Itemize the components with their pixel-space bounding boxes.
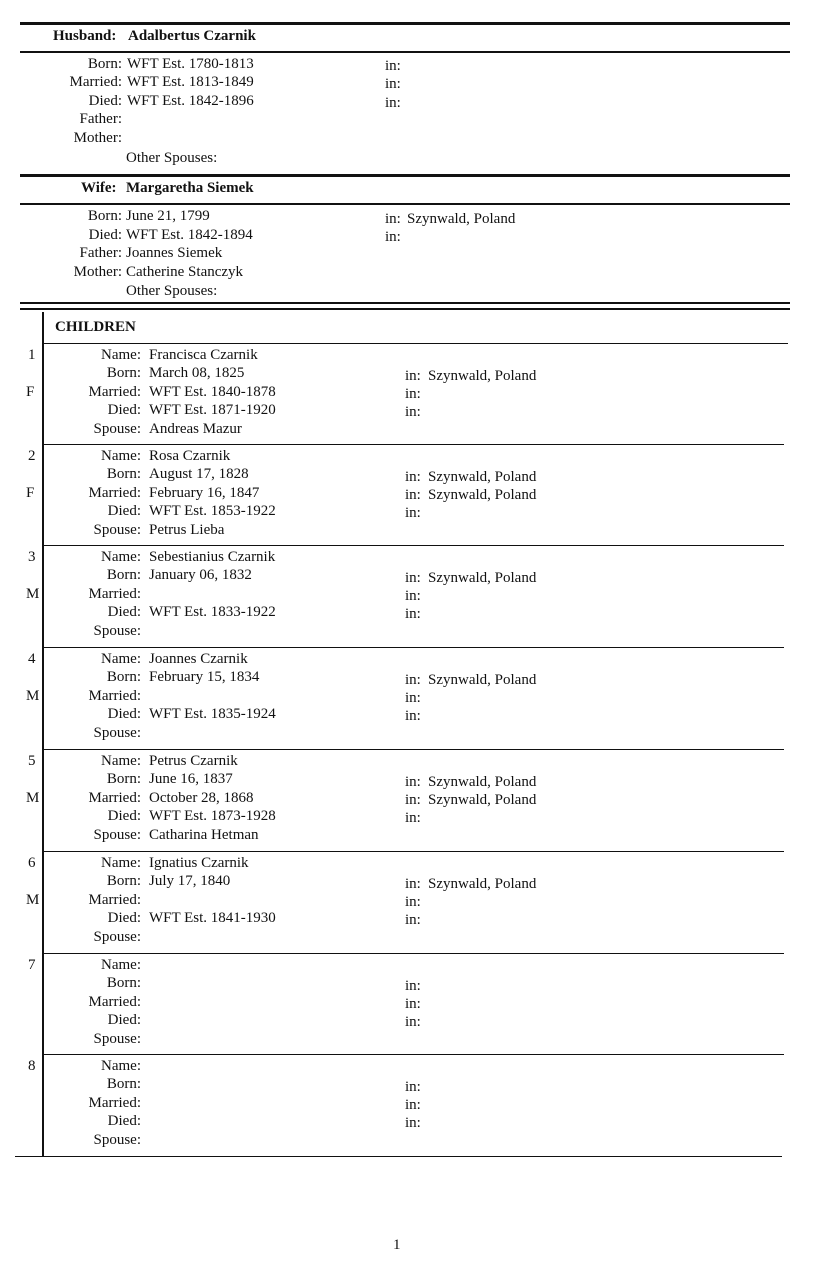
- children-top-rule-2: [20, 308, 790, 310]
- husband-born-value: WFT Est. 1780-1813: [127, 56, 254, 72]
- child-died-label: Died:: [107, 402, 141, 418]
- wife-father-label: Father:: [79, 245, 122, 261]
- husband-died-label: Died:: [88, 93, 122, 109]
- child-died-label: Died:: [107, 1113, 141, 1129]
- child-sex: F: [26, 384, 35, 400]
- child-born-label: Born:: [106, 873, 141, 889]
- child-name-value: Joannes Czarnik: [149, 651, 248, 667]
- child-born-in-label: in:: [405, 978, 421, 994]
- child-died-label: Died:: [107, 706, 141, 722]
- child-spouse-label: Spouse:: [93, 1031, 141, 1047]
- child-number: 3: [28, 549, 36, 565]
- child-number: 1: [28, 347, 36, 363]
- husband-married-in-label: in:: [385, 76, 401, 92]
- wife-died-label: Died:: [88, 227, 122, 243]
- child-name-value: Petrus Czarnik: [149, 753, 238, 769]
- children-column-divider: [42, 312, 44, 1156]
- wife-top-rule: [20, 174, 790, 177]
- child-separator-rule: [42, 647, 784, 648]
- child-born-value: July 17, 1840: [149, 873, 231, 889]
- child-born-in-label: in:: [405, 469, 421, 485]
- child-married-label: Married:: [88, 790, 141, 806]
- child-separator-rule: [42, 953, 784, 954]
- child-spouse-label: Spouse:: [93, 522, 141, 538]
- wife-born-place: Szynwald, Poland: [407, 211, 516, 227]
- wife-mother-label: Mother:: [73, 264, 122, 280]
- child-born-in-label: in:: [405, 570, 421, 586]
- child-born-value: August 17, 1828: [149, 466, 249, 482]
- child-name-label: Name:: [101, 1058, 141, 1074]
- wife-bottom-rule: [20, 203, 790, 205]
- children-top-rule: [20, 302, 790, 304]
- child-number: 4: [28, 651, 36, 667]
- child-separator-rule: [42, 749, 784, 750]
- child-married-place: Szynwald, Poland: [428, 792, 537, 808]
- child-married-label: Married:: [88, 485, 141, 501]
- child-separator-rule: [42, 1054, 784, 1055]
- child-born-value: June 16, 1837: [149, 771, 233, 787]
- child-name-value: Sebestianius Czarnik: [149, 549, 276, 565]
- child-died-in-label: in:: [405, 912, 421, 928]
- child-died-in-label: in:: [405, 606, 421, 622]
- child-died-label: Died:: [107, 808, 141, 824]
- child-spouse-value: Petrus Lieba: [149, 522, 225, 538]
- child-separator-rule: [42, 545, 784, 546]
- child-spouse-value: Andreas Mazur: [149, 421, 242, 437]
- child-born-in-label: in:: [405, 672, 421, 688]
- child-died-in-label: in:: [405, 708, 421, 724]
- child-died-in-label: in:: [405, 404, 421, 420]
- child-married-in-label: in:: [405, 690, 421, 706]
- child-sex: F: [26, 485, 35, 501]
- child-name-label: Name:: [101, 855, 141, 871]
- child-name-value: Ignatius Czarnik: [149, 855, 249, 871]
- child-married-in-label: in:: [405, 386, 421, 402]
- children-bottom-rule: [15, 1156, 782, 1157]
- child-married-label: Married:: [88, 586, 141, 602]
- child-spouse-value: Catharina Hetman: [149, 827, 259, 843]
- husband-mother-label: Mother:: [73, 130, 122, 146]
- child-spouse-label: Spouse:: [93, 929, 141, 945]
- child-number: 2: [28, 448, 36, 464]
- child-spouse-label: Spouse:: [93, 623, 141, 639]
- child-number: 5: [28, 753, 36, 769]
- child-married-in-label: in:: [405, 588, 421, 604]
- child-born-in-label: in:: [405, 1079, 421, 1095]
- child-name-label: Name:: [101, 347, 141, 363]
- child-separator-rule: [42, 851, 784, 852]
- husband-born-label: Born:: [87, 56, 122, 72]
- child-married-place: Szynwald, Poland: [428, 487, 537, 503]
- child-married-label: Married:: [88, 892, 141, 908]
- child-born-place: Szynwald, Poland: [428, 570, 537, 586]
- wife-mother-value: Catherine Stanczyk: [126, 264, 244, 280]
- wife-born-value: June 21, 1799: [126, 208, 210, 224]
- children-heading-rule: [42, 343, 788, 344]
- wife-father-value: Joannes Siemek: [126, 245, 223, 261]
- child-spouse-label: Spouse:: [93, 827, 141, 843]
- child-died-value: WFT Est. 1841-1930: [149, 910, 276, 926]
- child-separator-rule: [42, 444, 784, 445]
- child-born-value: January 06, 1832: [149, 567, 252, 583]
- child-died-value: WFT Est. 1853-1922: [149, 503, 276, 519]
- husband-died-value: WFT Est. 1842-1896: [127, 93, 254, 109]
- child-died-in-label: in:: [405, 1115, 421, 1131]
- child-sex: M: [26, 790, 40, 806]
- child-born-label: Born:: [106, 771, 141, 787]
- child-married-label: Married:: [88, 1095, 141, 1111]
- child-born-label: Born:: [106, 365, 141, 381]
- child-number: 6: [28, 855, 36, 871]
- child-married-value: WFT Est. 1840-1878: [149, 384, 276, 400]
- husband-other-spouses-label: Other Spouses:: [126, 150, 218, 166]
- child-spouse-label: Spouse:: [93, 421, 141, 437]
- child-died-value: WFT Est. 1871-1920: [149, 402, 276, 418]
- child-married-label: Married:: [88, 994, 141, 1010]
- child-sex: M: [26, 892, 40, 908]
- husband-married-value: WFT Est. 1813-1849: [127, 74, 254, 90]
- child-sex: M: [26, 688, 40, 704]
- wife-died-value: WFT Est. 1842-1894: [126, 227, 253, 243]
- child-married-value: October 28, 1868: [149, 790, 254, 806]
- child-born-in-label: in:: [405, 368, 421, 384]
- child-born-label: Born:: [106, 567, 141, 583]
- wife-other-spouses-label: Other Spouses:: [126, 283, 218, 299]
- child-died-value: WFT Est. 1835-1924: [149, 706, 276, 722]
- child-born-place: Szynwald, Poland: [428, 876, 537, 892]
- children-heading: CHILDREN: [55, 319, 136, 335]
- husband-married-label: Married:: [69, 74, 122, 90]
- child-name-label: Name:: [101, 448, 141, 464]
- child-name-label: Name:: [101, 753, 141, 769]
- child-number: 7: [28, 957, 36, 973]
- child-born-place: Szynwald, Poland: [428, 774, 537, 790]
- husband-heading-label: Husband:: [53, 28, 117, 44]
- child-died-value: WFT Est. 1833-1922: [149, 604, 276, 620]
- child-born-value: February 15, 1834: [149, 669, 260, 685]
- child-born-label: Born:: [106, 975, 141, 991]
- child-married-in-label: in:: [405, 894, 421, 910]
- child-died-in-label: in:: [405, 505, 421, 521]
- child-married-label: Married:: [88, 384, 141, 400]
- wife-born-in-label: in:: [385, 211, 401, 227]
- child-name-label: Name:: [101, 549, 141, 565]
- child-born-place: Szynwald, Poland: [428, 368, 537, 384]
- husband-born-in-label: in:: [385, 58, 401, 74]
- child-name-value: Francisca Czarnik: [149, 347, 258, 363]
- wife-heading-label: Wife:: [81, 180, 117, 196]
- child-died-label: Died:: [107, 1012, 141, 1028]
- child-married-in-label: in:: [405, 996, 421, 1012]
- child-sex: M: [26, 586, 40, 602]
- child-born-place: Szynwald, Poland: [428, 672, 537, 688]
- child-died-label: Died:: [107, 910, 141, 926]
- child-died-label: Died:: [107, 604, 141, 620]
- child-born-label: Born:: [106, 466, 141, 482]
- child-spouse-label: Spouse:: [93, 1132, 141, 1148]
- child-died-value: WFT Est. 1873-1928: [149, 808, 276, 824]
- child-born-label: Born:: [106, 1076, 141, 1092]
- husband-top-rule: [20, 22, 790, 25]
- wife-name: Margaretha Siemek: [126, 180, 254, 196]
- child-died-in-label: in:: [405, 810, 421, 826]
- husband-name: Adalbertus Czarnik: [128, 28, 256, 44]
- child-born-value: March 08, 1825: [149, 365, 245, 381]
- husband-bottom-rule: [20, 51, 790, 53]
- wife-died-in-label: in:: [385, 229, 401, 245]
- page-number: 1: [393, 1237, 401, 1253]
- child-married-value: February 16, 1847: [149, 485, 260, 501]
- husband-father-label: Father:: [79, 111, 122, 127]
- child-married-in-label: in:: [405, 1097, 421, 1113]
- husband-died-in-label: in:: [385, 95, 401, 111]
- child-married-in-label: in:: [405, 792, 421, 808]
- child-born-label: Born:: [106, 669, 141, 685]
- child-born-in-label: in:: [405, 876, 421, 892]
- child-married-label: Married:: [88, 688, 141, 704]
- child-number: 8: [28, 1058, 36, 1074]
- child-born-place: Szynwald, Poland: [428, 469, 537, 485]
- child-name-label: Name:: [101, 651, 141, 667]
- child-died-label: Died:: [107, 503, 141, 519]
- wife-born-label: Born:: [87, 208, 122, 224]
- child-name-label: Name:: [101, 957, 141, 973]
- child-died-in-label: in:: [405, 1014, 421, 1030]
- child-name-value: Rosa Czarnik: [149, 448, 231, 464]
- child-born-in-label: in:: [405, 774, 421, 790]
- child-married-in-label: in:: [405, 487, 421, 503]
- child-spouse-label: Spouse:: [93, 725, 141, 741]
